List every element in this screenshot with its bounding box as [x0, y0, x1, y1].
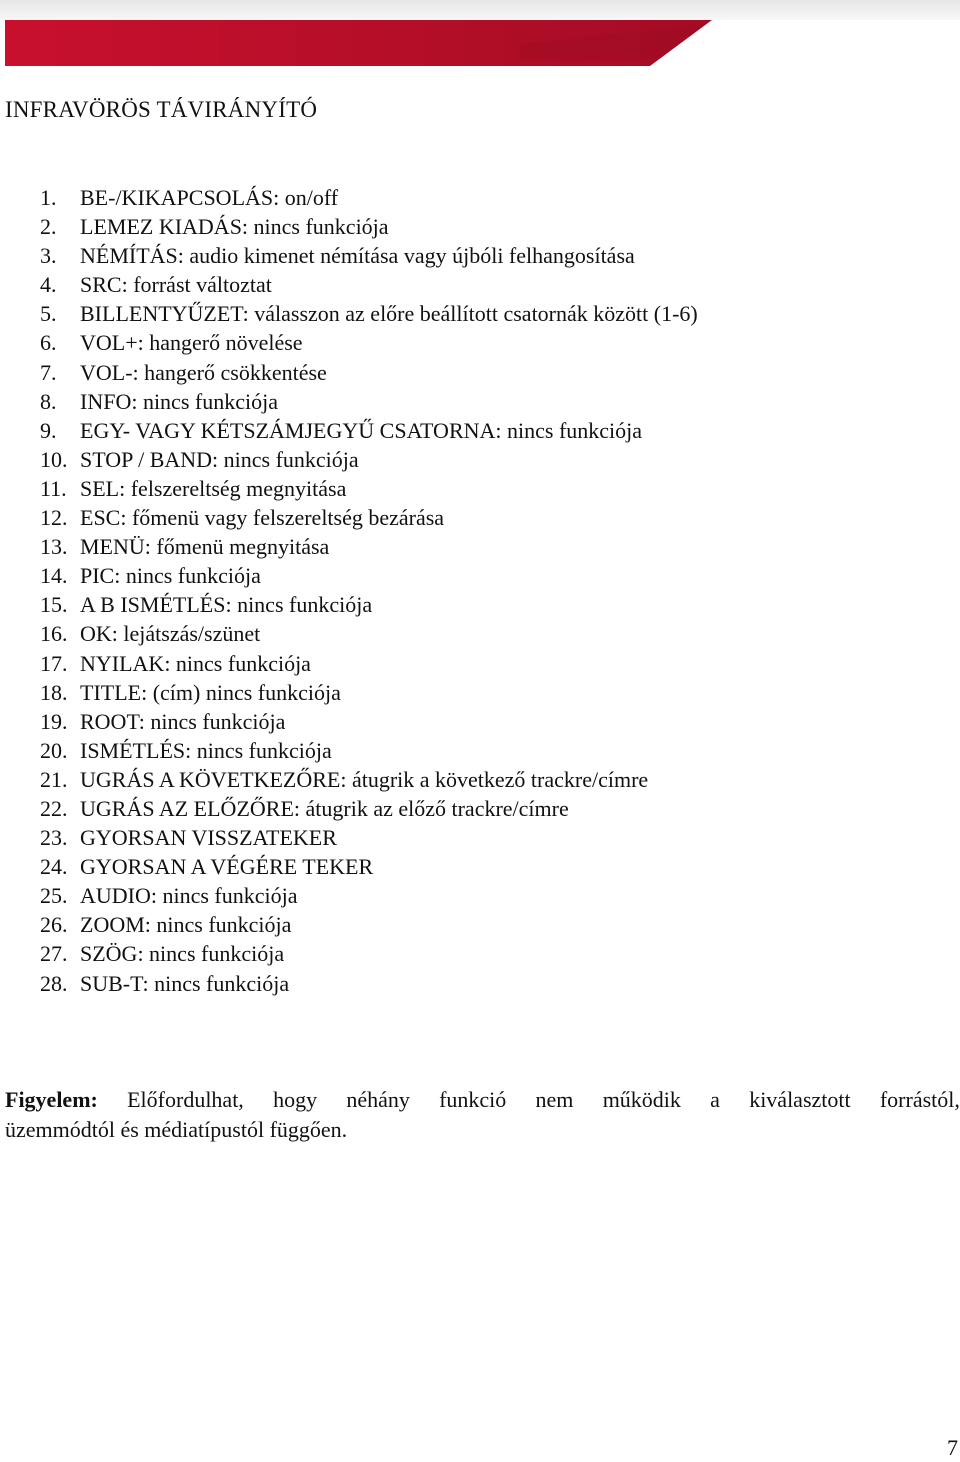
list-item — [40, 765, 698, 794]
list-item — [40, 910, 698, 939]
list-item-number: 13. — [40, 534, 68, 560]
list-item — [40, 794, 698, 823]
list-item-number: 18. — [40, 679, 68, 705]
warning-note-word: néhány — [346, 1087, 410, 1112]
list-item — [40, 270, 698, 299]
list-item-number: 14. — [40, 563, 68, 589]
list-item-text: UGRÁS AZ ELŐZŐRE: átugrik az előző trackre/címre — [80, 795, 569, 821]
header-gray-strip — [0, 0, 960, 20]
list-item-text: INFO: nincs funkciója — [80, 388, 278, 414]
list-item-text: SUB-T: nincs funkciója — [80, 970, 290, 996]
header-band-graphic — [0, 0, 960, 68]
list-item-text: SRC: forrást változtat — [80, 272, 272, 298]
list-item — [40, 183, 698, 212]
list-item-text: OK: lejátszás/szünet — [80, 621, 261, 647]
list-item — [40, 678, 698, 707]
list-item-text: ESC: főmenü vagy felszereltség bezárása — [80, 505, 445, 531]
list-item — [40, 387, 698, 416]
list-item — [40, 619, 698, 648]
list-item — [40, 503, 698, 532]
list-item-number: 27. — [40, 941, 68, 967]
list-item — [40, 358, 698, 387]
warning-note-word: a — [710, 1087, 720, 1112]
list-item — [40, 561, 698, 590]
warning-note-word: forrástól, — [879, 1087, 960, 1112]
warning-note — [5, 1085, 960, 1145]
list-item-number: 1. — [40, 185, 57, 210]
list-item-number: 19. — [40, 708, 68, 734]
list-item-number: 12. — [40, 505, 68, 531]
list-item — [40, 736, 698, 765]
warning-note-line2: üzemmódtól és médiatípustól függően. — [5, 1117, 348, 1142]
list-item — [40, 969, 698, 998]
list-item-text: BILLENTYŰZET: válasszon az előre beállított csatornák között (1-6) — [80, 301, 698, 327]
list-item — [40, 590, 698, 619]
list-item-number: 10. — [40, 446, 68, 472]
warning-note-word: hogy — [273, 1087, 318, 1112]
list-item-text: PIC: nincs funkciója — [80, 563, 261, 589]
list-item-text: ROOT: nincs funkciója — [80, 708, 286, 734]
list-item-text: ZOOM: nincs funkciója — [80, 912, 292, 938]
list-item — [40, 881, 698, 910]
page-number: 7 — [947, 1435, 958, 1460]
list-item-number: 15. — [40, 592, 68, 618]
list-item-text: UGRÁS A KÖVETKEZŐRE: átugrik a következő trackre/címre — [80, 766, 649, 792]
list-item-text: GYORSAN A VÉGÉRE TEKER — [80, 854, 374, 880]
list-item — [40, 299, 698, 328]
list-item-text: NÉMÍTÁS: audio kimenet némítása vagy újbóli felhangosítása — [80, 243, 635, 269]
list-item — [40, 532, 698, 561]
warning-note-word: kiválasztott — [749, 1087, 851, 1112]
warning-note-word: működik — [602, 1087, 681, 1112]
list-item-number: 21. — [40, 766, 68, 792]
list-item-number: 9. — [40, 417, 57, 443]
list-item-number: 20. — [40, 737, 68, 763]
warning-note-word: funkció — [439, 1087, 507, 1112]
warning-note-line1 — [5, 1085, 960, 1115]
list-item-text: STOP / BAND: nincs funkciója — [80, 446, 359, 472]
warning-note-word: Előfordulhat, — [127, 1087, 244, 1112]
list-item-text: TITLE: (cím) nincs funkciója — [80, 679, 341, 705]
list-item — [40, 823, 698, 852]
warning-note-word: nem — [535, 1087, 574, 1112]
list-item-text: NYILAK: nincs funkciója — [80, 650, 311, 676]
list-item-number: 7. — [40, 359, 57, 385]
list-item-text: MENÜ: főmenü megnyitása — [80, 534, 330, 560]
list-item-number: 17. — [40, 650, 68, 676]
list-item — [40, 445, 698, 474]
list-item-number: 25. — [40, 883, 68, 909]
list-item-number: 5. — [40, 301, 57, 327]
list-item-number: 4. — [40, 272, 57, 298]
list-item-number: 8. — [40, 388, 57, 414]
list-item-text: BE-/KIKAPCSOLÁS: on/off — [80, 185, 339, 210]
list-item — [40, 707, 698, 736]
list-item-number: 3. — [40, 243, 57, 269]
list-item — [40, 474, 698, 503]
list-item-number: 2. — [40, 214, 57, 240]
list-item-text: VOL+: hangerő növelése — [80, 330, 303, 356]
list-item-number: 23. — [40, 825, 68, 851]
list-item-number: 24. — [40, 854, 68, 880]
list-item — [40, 212, 698, 241]
function-list — [40, 183, 698, 998]
list-item-number: 28. — [40, 970, 68, 996]
page-title: INFRAVÖRÖS TÁVIRÁNYÍTÓ — [5, 97, 318, 122]
list-item — [40, 939, 698, 968]
list-item-text: ISMÉTLÉS: nincs funkciója — [80, 737, 332, 763]
list-item — [40, 416, 698, 445]
list-item-number: 22. — [40, 795, 68, 821]
list-item-text: VOL-: hangerő csökkentése — [80, 359, 327, 385]
list-item-text: GYORSAN VISSZATEKER — [80, 825, 337, 851]
list-item — [40, 328, 698, 357]
list-item-text: EGY- VAGY KÉTSZÁMJEGYŰ CSATORNA: nincs funkciója — [80, 417, 643, 443]
list-item-number: 6. — [40, 330, 57, 356]
list-item-number: 26. — [40, 912, 68, 938]
list-item-text: A B ISMÉTLÉS: nincs funkciója — [80, 592, 373, 618]
list-item-text: LEMEZ KIADÁS: nincs funkciója — [80, 214, 389, 240]
warning-note-label: Figyelem: — [5, 1087, 98, 1112]
header-band — [0, 0, 960, 68]
list-item-text: SZÖG: nincs funkciója — [80, 941, 285, 967]
list-item-text: AUDIO: nincs funkciója — [80, 883, 298, 909]
list-item — [40, 241, 698, 270]
list-item-text: SEL: felszereltség megnyitása — [80, 475, 347, 501]
list-item-number: 11. — [40, 475, 67, 501]
list-item — [40, 852, 698, 881]
list-item-number: 16. — [40, 621, 68, 647]
list-item — [40, 649, 698, 678]
